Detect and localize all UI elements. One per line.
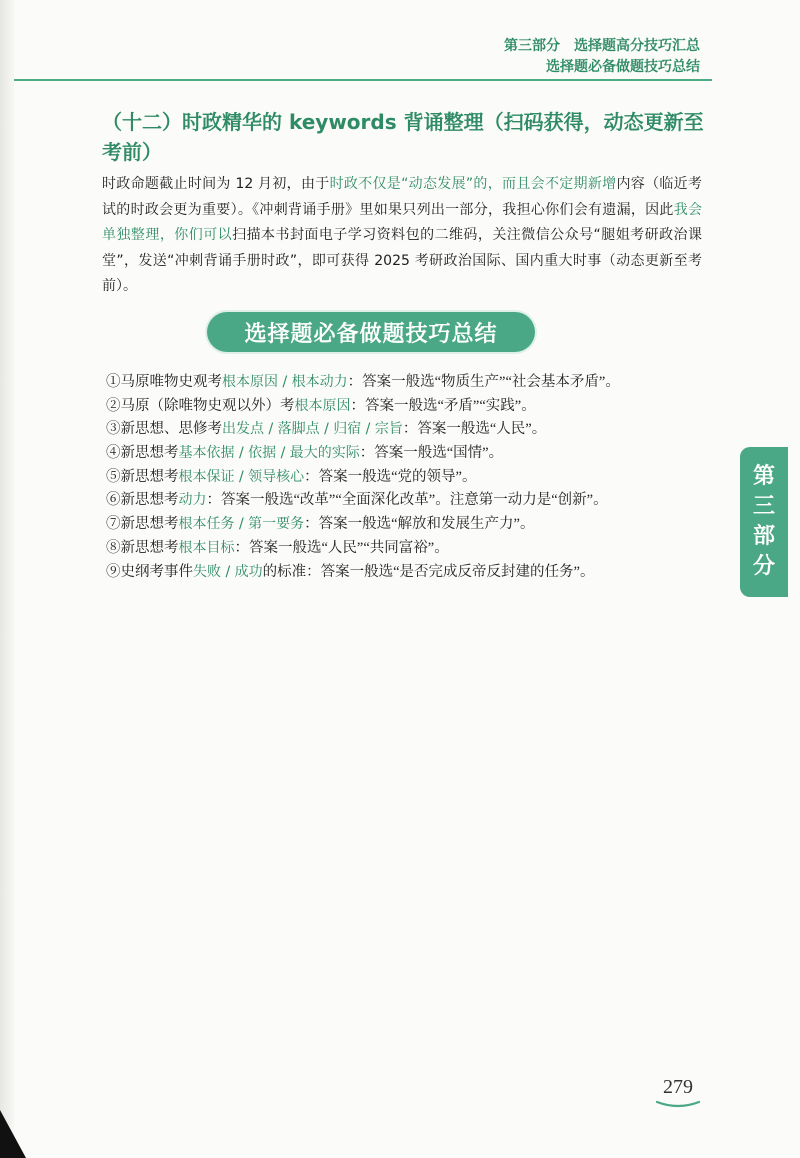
section-title: （十二）时政精华的 keywords 背诵整理（扫码获得，动态更新至考前） [102, 110, 704, 164]
intro-text-1: 时政命题截止时间为 12 月初，由于 [102, 176, 330, 192]
tip-prefix: ①马原唯物史观考 [106, 374, 222, 390]
tip-keyword: 根本原因 / 根本动力 [222, 374, 348, 390]
header-line-1 [504, 36, 700, 57]
intro-paragraph [102, 172, 702, 300]
tip-prefix: ⑤新思想考 [106, 468, 179, 485]
tip-prefix: ⑧新思想考 [106, 539, 179, 556]
header-part: 第三部分 [504, 38, 560, 54]
tip-answer: ：答案一般选“党的领导”。 [304, 468, 477, 485]
intro-highlight-2: 我会单独整理，你们可以 [102, 201, 703, 243]
list-item [106, 489, 726, 513]
intro-text-2: 内容（临近考试的时政会更为重要）。《冲刺背诵手册》里如果只列出一部分，我担心你们会有遗漏，因此 [102, 176, 702, 218]
tip-keyword: 失败 / 成功 [193, 563, 263, 580]
side-section-tab [740, 447, 788, 597]
tip-keyword: 出发点 / 落脚点 / 归宿 / 宗旨 [222, 421, 403, 438]
list-item [106, 371, 726, 395]
tip-prefix: ③新思想、思修考 [106, 421, 222, 438]
intro-highlight-1: 时政不仅是“动态发展”的，而且会不定期新增 [329, 176, 617, 192]
tip-keyword: 根本任务 / 第一要务 [178, 516, 305, 533]
list-item [106, 466, 726, 490]
tip-prefix: ⑥新思想考 [106, 492, 179, 509]
scan-edge [0, 0, 14, 1158]
tip-answer: ：答案一般选“物质生产”“社会基本矛盾”。 [347, 374, 620, 390]
tip-keyword: 基本依据 / 依据 / 最大的实际 [178, 445, 360, 462]
tip-prefix: ⑨史纲考事件 [106, 563, 193, 580]
tips-list [106, 371, 726, 584]
header-subtitle: 选择题高分技巧汇总 [574, 38, 700, 54]
list-item [106, 561, 726, 585]
header-line-2: 选择题必备做题技巧总结 [546, 59, 700, 75]
header-divider [14, 79, 712, 81]
tip-answer: ：答案一般选“人民”“共同富裕”。 [234, 539, 449, 556]
tip-answer: ：答案一般选“改革”“全面深化改革”。注意第一动力是“创新”。 [206, 492, 608, 509]
list-item [106, 418, 726, 442]
intro-text-3: 扫描本书封面电子学习资料包的二维码，关注微信公众号“腿姐考研政治课堂”，发送“冲刺背诵手册时政”，即可获得 2025 考研政治国际、国内重大时事（动态更新至考前）。 [102, 227, 702, 294]
list-item [106, 513, 726, 537]
list-item [106, 537, 726, 561]
tip-prefix: ②马原（除唯物史观以外）考 [106, 397, 295, 414]
list-item [106, 442, 726, 466]
section-banner [207, 312, 535, 352]
page-number: 279 [663, 1076, 693, 1098]
tip-keyword: 根本原因 [294, 397, 351, 414]
side-tab-char: 分 [752, 554, 775, 579]
banner-title: 选择题必备做题技巧总结 [244, 321, 498, 347]
tip-keyword: 根本目标 [178, 539, 235, 556]
tip-prefix: ⑦新思想考 [106, 516, 179, 533]
tip-answer: 的标准：答案一般选“是否完成反帝反封建的任务”。 [262, 563, 595, 580]
tip-keyword: 根本保证 / 领导核心 [178, 468, 305, 485]
tip-answer: ：答案一般选“国情”。 [359, 445, 504, 462]
scan-corner-mark [0, 1110, 26, 1158]
tip-answer: ：答案一般选“矛盾”“实践”。 [350, 397, 536, 414]
list-item [106, 395, 726, 419]
tip-prefix: ④新思想考 [106, 445, 179, 462]
side-tab-char: 部 [752, 524, 775, 549]
tip-keyword: 动力 [178, 492, 207, 509]
running-header [504, 36, 700, 78]
page-number-block [648, 1075, 708, 1109]
page-number-swoosh [655, 1099, 701, 1109]
tip-answer: ：答案一般选“人民”。 [402, 421, 547, 438]
tip-answer: ：答案一般选“解放和发展生产力”。 [304, 516, 535, 533]
side-tab-char: 第 [752, 464, 775, 489]
side-tab-char: 三 [752, 494, 775, 519]
